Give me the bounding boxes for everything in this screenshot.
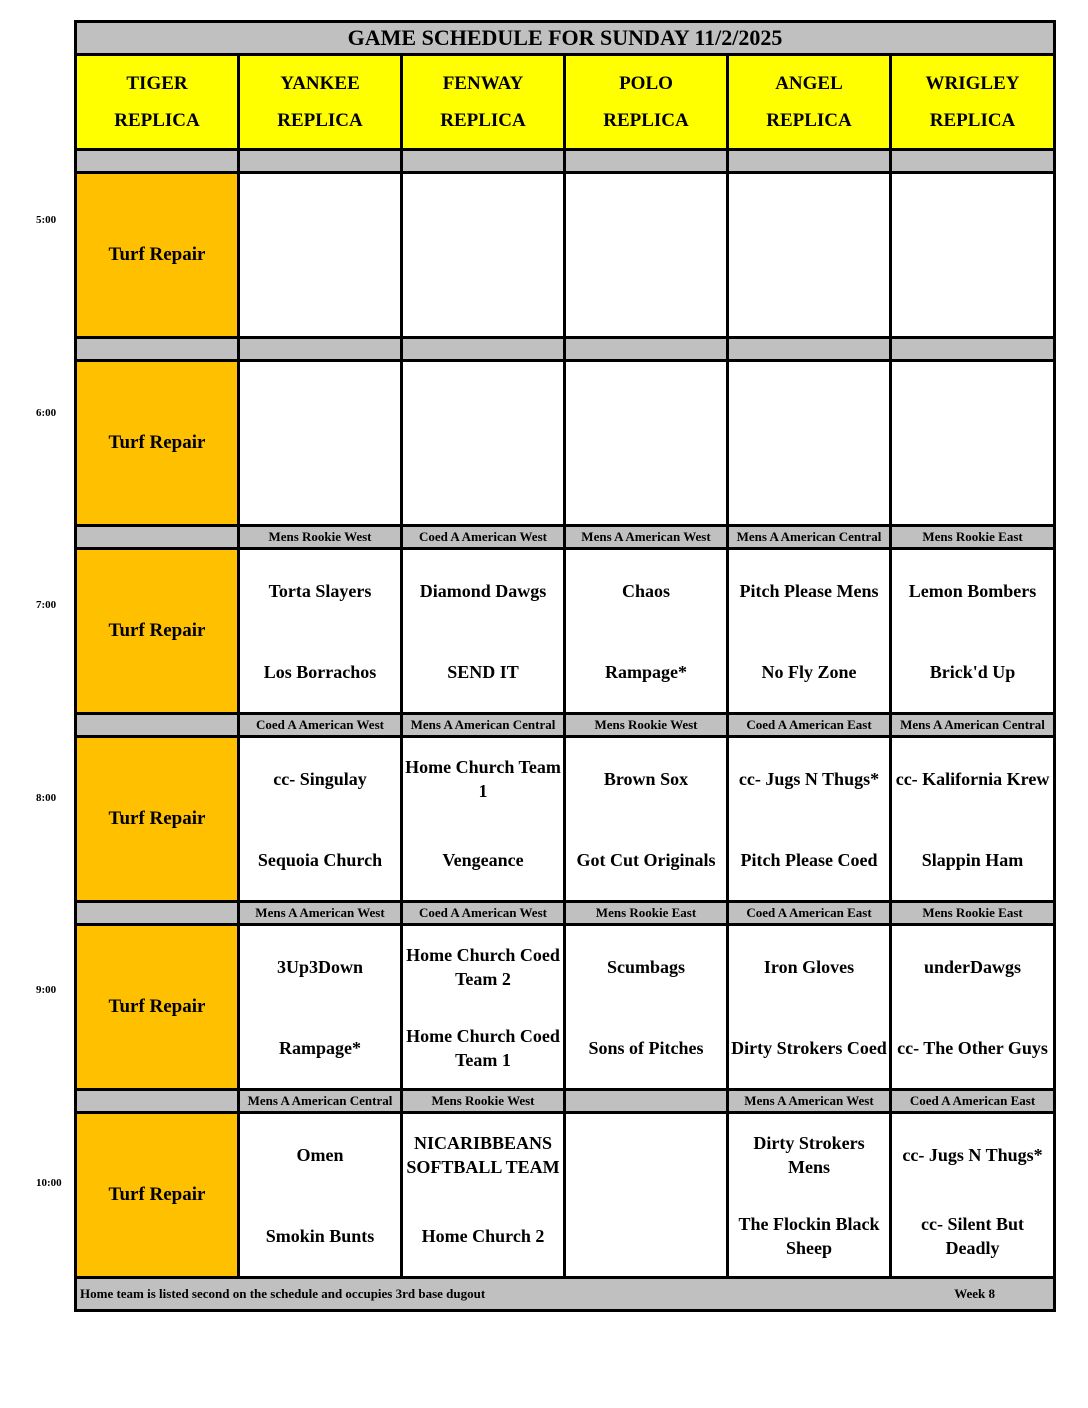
- field-header-row: [76, 55, 1055, 150]
- away-team: Home Church Team 1: [405, 756, 561, 801]
- game-schedule-table: [74, 20, 1056, 1312]
- division-label: Coed A American East: [891, 1090, 1055, 1113]
- division-label: Mens A American Central: [239, 1090, 402, 1113]
- game-cell: [891, 549, 1055, 714]
- footer-row: [76, 1278, 1055, 1311]
- game-cell: [239, 1113, 402, 1278]
- game-cell: [239, 361, 402, 526]
- away-team: [240, 174, 400, 255]
- home-team: No Fly Zone: [761, 661, 857, 682]
- home-team: [892, 255, 1053, 336]
- game-cell: [565, 925, 728, 1090]
- division-label: [891, 338, 1055, 361]
- division-label: Mens A American West: [239, 902, 402, 925]
- turf-repair-cell: Turf Repair: [76, 1113, 239, 1278]
- away-team: [403, 362, 563, 443]
- division-spacer: [76, 1090, 239, 1113]
- division-row: [76, 1090, 1055, 1113]
- game-cell: [565, 737, 728, 902]
- home-team: [892, 443, 1053, 524]
- division-row: [76, 714, 1055, 737]
- home-team: Los Borrachos: [263, 661, 377, 682]
- division-label: [728, 150, 891, 173]
- home-team: Home Church Coed Team 1: [406, 1025, 560, 1070]
- week-label: Week 8: [954, 1286, 996, 1301]
- home-team: [729, 255, 889, 336]
- game-cell: [565, 173, 728, 338]
- home-team: Smokin Bunts: [265, 1225, 375, 1246]
- home-team: [566, 1195, 726, 1276]
- division-label: [239, 338, 402, 361]
- field-type: REPLICA: [929, 110, 1016, 131]
- division-label: Mens Rookie West: [402, 1090, 565, 1113]
- division-label: [565, 1090, 728, 1113]
- away-team: [566, 1114, 726, 1195]
- home-team: cc- The Other Guys: [897, 1037, 1048, 1058]
- time-label: 8:00: [36, 791, 57, 804]
- field-name: ANGEL: [775, 73, 843, 94]
- game-cell: [728, 737, 891, 902]
- division-label: [565, 338, 728, 361]
- time-labels-column: [0, 0, 74, 1408]
- away-team: [566, 362, 726, 443]
- division-label: Mens Rookie East: [891, 902, 1055, 925]
- division-label: Coed A American West: [239, 714, 402, 737]
- division-label: Mens Rookie East: [891, 526, 1055, 549]
- away-team: Diamond Dawgs: [419, 580, 547, 601]
- home-team: [240, 255, 400, 336]
- division-label: Mens Rookie East: [565, 902, 728, 925]
- division-label: [402, 150, 565, 173]
- away-team: underDawgs: [924, 956, 1022, 977]
- division-label: [239, 150, 402, 173]
- game-row: [76, 1113, 1055, 1278]
- away-team: cc- Kalifornia Krew: [895, 768, 1050, 789]
- division-label: Mens A American West: [565, 526, 728, 549]
- away-team: Scumbags: [606, 956, 686, 977]
- home-team: Got Cut Originals: [576, 849, 716, 870]
- field-header-fenway: [402, 55, 565, 150]
- division-row: [76, 150, 1055, 173]
- field-type: REPLICA: [440, 110, 526, 131]
- division-label: Mens A American Central: [891, 714, 1055, 737]
- game-cell: [728, 173, 891, 338]
- division-row: [76, 338, 1055, 361]
- title-row: [76, 22, 1055, 55]
- turf-repair-cell: Turf Repair: [76, 925, 239, 1090]
- game-cell: [891, 925, 1055, 1090]
- division-label: Coed A American West: [402, 526, 565, 549]
- field-header-yankee: [239, 55, 402, 150]
- away-team: [240, 362, 400, 443]
- home-team: [566, 443, 726, 524]
- game-row: [76, 737, 1055, 902]
- home-team: Vengeance: [442, 849, 524, 870]
- time-label: 10:00: [36, 1176, 62, 1189]
- field-header-angel: [728, 55, 891, 150]
- field-header-wrigley: [891, 55, 1055, 150]
- game-cell: [891, 361, 1055, 526]
- game-cell: [565, 361, 728, 526]
- away-team: Chaos: [621, 580, 670, 601]
- division-label: Coed A American West: [402, 902, 565, 925]
- field-type: REPLICA: [766, 110, 852, 131]
- home-team: Sons of Pitches: [588, 1037, 704, 1058]
- turf-repair-cell: Turf Repair: [76, 173, 239, 338]
- field-type: REPLICA: [114, 110, 200, 131]
- away-team: Iron Gloves: [763, 956, 855, 977]
- home-team: [403, 255, 563, 336]
- game-cell: [402, 737, 565, 902]
- field-name: WRIGLEY: [925, 73, 1020, 94]
- division-label: [402, 338, 565, 361]
- away-team: [892, 362, 1053, 443]
- division-row: [76, 526, 1055, 549]
- away-team: Lemon Bombers: [908, 580, 1037, 601]
- home-team: Dirty Strokers Coed: [731, 1037, 887, 1058]
- division-label: Mens A American Central: [402, 714, 565, 737]
- game-cell: [402, 1113, 565, 1278]
- division-label: Mens Rookie West: [239, 526, 402, 549]
- away-team: [729, 362, 889, 443]
- away-team: cc- Jugs N Thugs*: [902, 1144, 1043, 1165]
- field-header-tiger: [76, 55, 239, 150]
- away-team: 3Up3Down: [276, 956, 364, 977]
- time-label: 9:00: [36, 984, 57, 996]
- game-cell: [239, 549, 402, 714]
- field-type: REPLICA: [277, 110, 363, 131]
- division-spacer: [76, 714, 239, 737]
- game-cell: [728, 549, 891, 714]
- game-cell: [565, 1113, 728, 1278]
- turf-repair-cell: Turf Repair: [76, 549, 239, 714]
- turf-repair-cell: Turf Repair: [76, 361, 239, 526]
- game-cell: [402, 925, 565, 1090]
- game-cell: [239, 737, 402, 902]
- turf-repair-cell: Turf Repair: [76, 737, 239, 902]
- game-row: [76, 173, 1055, 338]
- away-team: [403, 174, 563, 255]
- field-header-polo: [565, 55, 728, 150]
- home-team: cc- Silent But Deadly: [921, 1213, 1025, 1258]
- away-team: Torta Slayers: [268, 580, 372, 601]
- division-spacer: [76, 150, 239, 173]
- game-cell: [402, 361, 565, 526]
- away-team: [566, 174, 726, 255]
- game-cell: [565, 549, 728, 714]
- home-team: [240, 443, 400, 524]
- away-team: Home Church Coed Team 2: [406, 944, 560, 989]
- game-cell: [891, 1113, 1055, 1278]
- home-team: [566, 255, 726, 336]
- field-name: FENWAY: [442, 73, 524, 94]
- home-team: Rampage*: [605, 661, 687, 682]
- field-name: POLO: [619, 73, 673, 94]
- home-team: [729, 443, 889, 524]
- game-cell: [239, 925, 402, 1090]
- time-label: 5:00: [36, 214, 57, 226]
- time-label: 7:00: [36, 599, 57, 611]
- division-label: [891, 150, 1055, 173]
- home-team: SEND IT: [447, 661, 519, 682]
- home-team: Rampage*: [279, 1037, 361, 1058]
- game-cell: [728, 925, 891, 1090]
- field-name: YANKEE: [280, 73, 360, 94]
- game-row: [76, 549, 1055, 714]
- home-team: Brick'd Up: [929, 661, 1016, 682]
- away-team: Pitch Please Mens: [739, 580, 879, 601]
- away-team: cc- Jugs N Thugs*: [738, 768, 880, 789]
- away-team: [892, 174, 1053, 255]
- game-cell: [402, 549, 565, 714]
- division-spacer: [76, 902, 239, 925]
- home-team: The Flockin Black Sheep: [738, 1213, 880, 1258]
- footer-note: Home team is listed second on the schedule and occupies 3rd base dugout: [80, 1286, 486, 1301]
- division-label: [565, 150, 728, 173]
- division-label: [728, 338, 891, 361]
- home-team: Slappin Ham: [921, 849, 1024, 870]
- away-team: [729, 174, 889, 255]
- game-cell: [728, 361, 891, 526]
- division-label: Mens A American West: [728, 1090, 891, 1113]
- away-team: Omen: [296, 1144, 344, 1165]
- game-row: [76, 361, 1055, 526]
- game-cell: [402, 173, 565, 338]
- game-cell: [239, 173, 402, 338]
- division-spacer: [76, 338, 239, 361]
- division-spacer: [76, 526, 239, 549]
- page-title: GAME SCHEDULE FOR SUNDAY 11/2/2025: [76, 22, 1055, 55]
- home-team: Home Church 2: [421, 1225, 545, 1246]
- field-name: TIGER: [126, 73, 188, 94]
- away-team: Brown Sox: [603, 768, 689, 789]
- game-cell: [728, 1113, 891, 1278]
- game-row: [76, 925, 1055, 1090]
- home-team: [403, 443, 563, 524]
- away-team: Dirty Strokers Mens: [753, 1132, 865, 1177]
- division-row: [76, 902, 1055, 925]
- home-team: Pitch Please Coed: [740, 849, 878, 870]
- home-team: Sequoia Church: [257, 849, 383, 870]
- time-label: 6:00: [36, 406, 57, 419]
- division-label: Coed A American East: [728, 902, 891, 925]
- division-label: Mens Rookie West: [565, 714, 728, 737]
- field-type: REPLICA: [603, 110, 689, 131]
- game-cell: [891, 737, 1055, 902]
- away-team: NICARIBBEANS SOFTBALL TEAM: [406, 1132, 560, 1177]
- game-cell: [891, 173, 1055, 338]
- division-label: Coed A American East: [728, 714, 891, 737]
- footer-cell: [76, 1278, 1055, 1311]
- away-team: cc- Singulay: [273, 768, 367, 789]
- division-label: Mens A American Central: [728, 526, 891, 549]
